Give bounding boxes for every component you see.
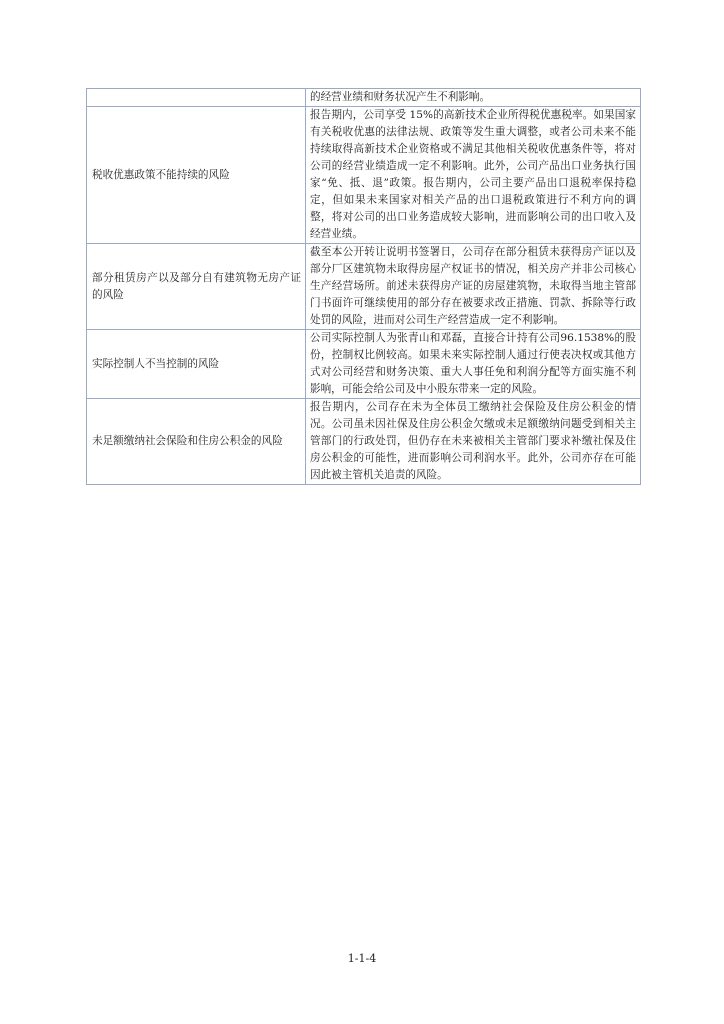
risk-name-cell xyxy=(87,89,306,107)
risk-description-cell: 的经营业绩和财务状况产生不利影响。 xyxy=(306,89,641,107)
risk-description-cell: 公司实际控制人为张青山和邓磊，直接合计持有公司96.1538%的股份，控制权比例较高。如果未来实际控制人通过行使表决权或其他方式对公司经营和财务决策、重大人事任免和利润分配等方面实施不利影响，可能会给公司及中小股东带来一定的风险。 xyxy=(306,330,641,399)
risk-description-cell: 报告期内，公司存在未为全体员工缴纳社会保险及住房公积金的情况。公司虽未因社保及住房公积金欠缴或未足额缴纳问题受到相关主管部门的行政处罚，但仍存在未来被相关主管部门要求补缴社保及住房公积金的可能性，进而影响公司利润水平。此外，公司亦存在可能因此被主管机关追责的风险。 xyxy=(306,399,641,485)
risk-name-cell: 税收优惠政策不能持续的风险 xyxy=(87,107,306,244)
table-row xyxy=(87,330,641,399)
table-row xyxy=(87,244,641,330)
table-row xyxy=(87,89,641,107)
risk-description-cell: 报告期内，公司享受 15%的高新技术企业所得税优惠税率。如果国家有关税收优惠的法律法规、政策等发生重大调整，或者公司未来不能持续取得高新技术企业资格或不满足其他相关税收优惠条件等，将对公司的经营业绩造成一定不利影响。此外，公司产品出口业务执行国家“免、抵、退”政策。报告期内，公司主要产品出口退税率保持稳定，但如果未来国家对相关产品的出口退税政策进行不利方向的调整，将对公司的出口业务造成较大影响，进而影响公司的出口收入及经营业绩。 xyxy=(306,107,641,244)
risk-name-cell: 实际控制人不当控制的风险 xyxy=(87,330,306,399)
table-row xyxy=(87,399,641,485)
table-row xyxy=(87,107,641,244)
risk-name-cell: 部分租赁房产以及部分自有建筑物无房产证的风险 xyxy=(87,244,306,330)
risk-description-cell: 截至本公开转让说明书签署日，公司存在部分租赁未获得房产证以及部分厂区建筑物未取得房屋产权证书的情况，相关房产并非公司核心生产经营场所。前述未获得房产证的房屋建筑物，未取得当地主管部门书面许可继续使用的部分存在被要求改正措施、罚款、拆除等行政处罚的风险，进而对公司生产经营造成一定不利影响。 xyxy=(306,244,641,330)
page-number: 1-1-4 xyxy=(347,952,377,965)
risk-name-cell: 未足额缴纳社会保险和住房公积金的风险 xyxy=(87,399,306,485)
risk-table xyxy=(86,88,641,485)
